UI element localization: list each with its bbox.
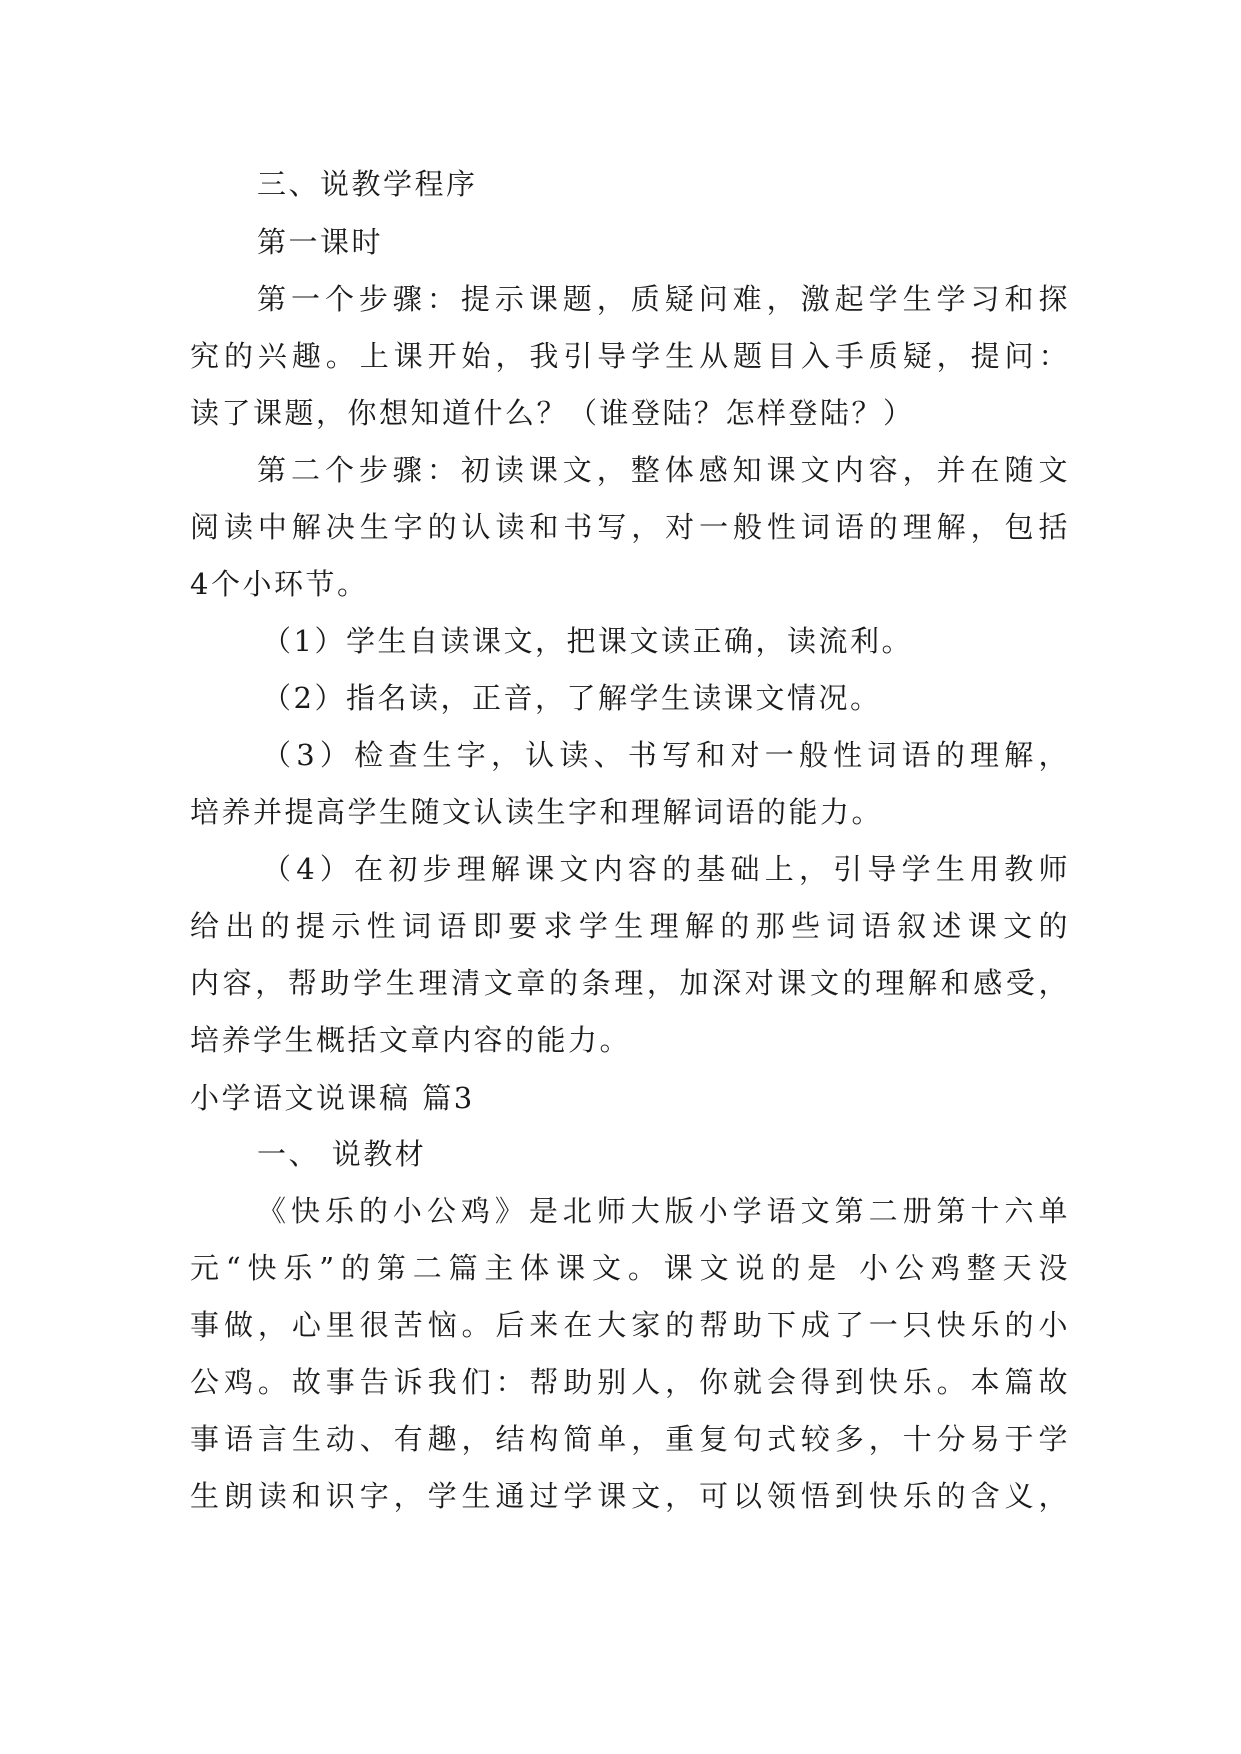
paragraph-line: 读了课题，你想知道什么？（谁登陆？怎样登陆？） bbox=[190, 396, 915, 430]
lesson-heading: 第一课时 bbox=[257, 225, 384, 259]
paragraph-line: 第一个步骤：提示课题，质疑问难，激起学生学习和探 bbox=[257, 282, 1070, 316]
paragraph-line: 培养学生概括文章内容的能力。 bbox=[190, 1023, 632, 1057]
paragraph-line: 4个小环节。 bbox=[190, 567, 369, 601]
list-item: （4）在初步理解课文内容的基础上，引导学生用教师 bbox=[262, 852, 1070, 886]
paragraph-line: 内容，帮助学生理清文章的条理，加深对课文的理解和感受， bbox=[190, 966, 1070, 1000]
article-title: 小学语文说课稿 篇3 bbox=[190, 1081, 475, 1115]
paragraph-line: 事语言生动、有趣，结构简单，重复句式较多，十分易于学 bbox=[190, 1422, 1070, 1456]
list-item: （1）学生自读课文，把课文读正确，读流利。 bbox=[262, 624, 913, 658]
paragraph-line: 元“快乐”的第二篇主体课文。课文说的是 小公鸡整天没 bbox=[190, 1251, 1070, 1285]
paragraph-line: 公鸡。故事告诉我们：帮助别人，你就会得到快乐。本篇故 bbox=[190, 1365, 1070, 1399]
paragraph-line: 究的兴趣。上课开始，我引导学生从题目入手质疑，提问： bbox=[190, 339, 1070, 373]
paragraph-line: 第二个步骤：初读课文，整体感知课文内容，并在随文 bbox=[257, 453, 1070, 487]
list-item: （3）检查生字，认读、书写和对一般性词语的理解， bbox=[262, 738, 1070, 772]
paragraph-line: 培养并提高学生随文认读生字和理解词语的能力。 bbox=[190, 795, 884, 829]
list-item: （2）指名读，正音，了解学生读课文情况。 bbox=[262, 681, 882, 715]
paragraph-line: 生朗读和识字，学生通过学课文，可以领悟到快乐的含义， bbox=[190, 1479, 1070, 1513]
paragraph-line: 《快乐的小公鸡》是北师大版小学语文第二册第十六单 bbox=[257, 1194, 1070, 1228]
section-heading: 三、说教学程序 bbox=[257, 167, 478, 201]
paragraph-line: 阅读中解决生字的认读和书写，对一般性词语的理解，包括 bbox=[190, 510, 1070, 544]
section-heading: 一、 说教材 bbox=[257, 1137, 427, 1171]
paragraph-line: 给出的提示性词语即要求学生理解的那些词语叙述课文的 bbox=[190, 909, 1070, 943]
paragraph-line: 事做，心里很苦恼。后来在大家的帮助下成了一只快乐的小 bbox=[190, 1308, 1070, 1342]
